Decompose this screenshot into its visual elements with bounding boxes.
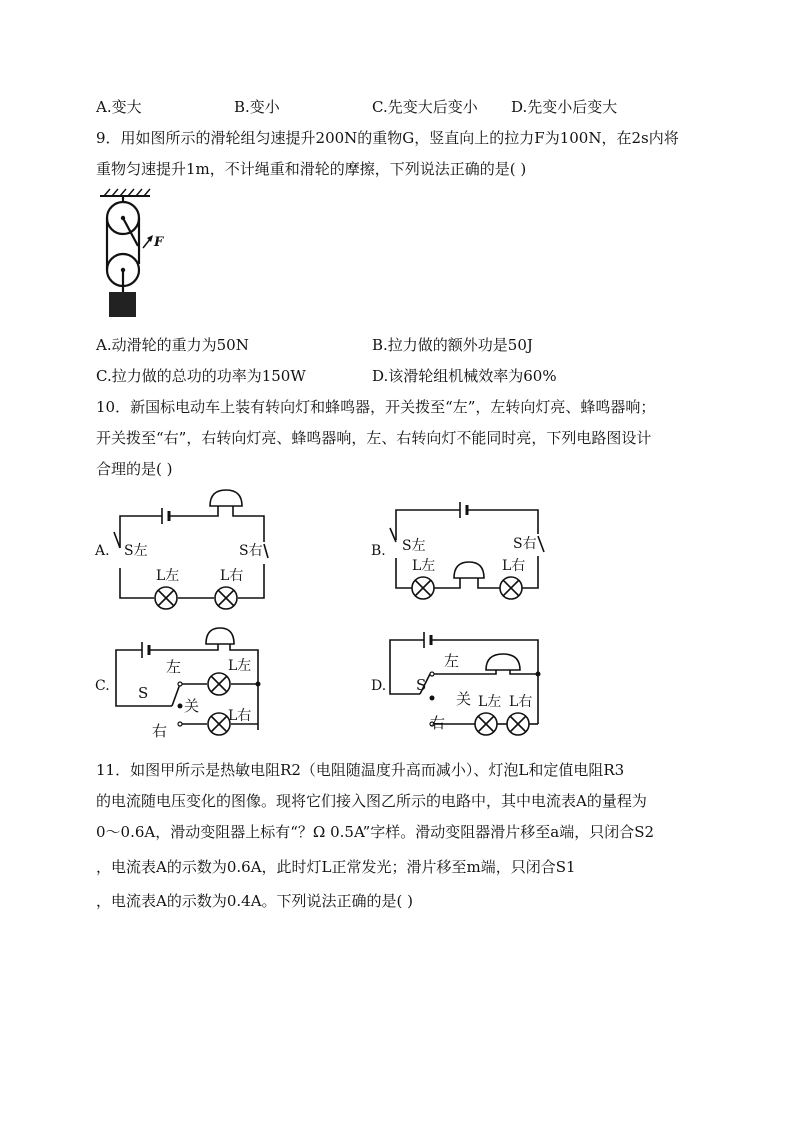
- circuit-c-off-label: 关: [184, 697, 200, 715]
- pulley-force-label: F: [154, 235, 164, 250]
- circuit-b-switch-right-label: S右: [513, 536, 537, 552]
- q9-option-a: A.动滑轮的重力为50N: [96, 336, 249, 354]
- q11-stem-line4: ，电流表A的示数为0.6A，此时灯L正常发光；滑片移至m端，只闭合S1: [96, 858, 576, 876]
- circuit-a-lamp-left-label: L左: [156, 568, 180, 584]
- pulley-figure: [96, 188, 176, 323]
- circuit-b: [368, 490, 558, 605]
- circuit-d-switch-label: S: [416, 676, 427, 694]
- q8-option-b: B.变小: [234, 98, 280, 116]
- q9-option-d: D.该滑轮组机械效率为60%: [372, 367, 557, 385]
- circuit-c-left-label: 左: [166, 658, 182, 676]
- q11-stem-line3: 0～0.6A，滑动变阻器上标有“？Ω 0.5A”字样。滑动变阻器滑片移至a端，只闭合S2: [96, 823, 655, 841]
- circuit-c-lamp-right-label: L右: [228, 708, 252, 724]
- circuit-a: [92, 488, 282, 608]
- q8-option-a: A.变大: [96, 98, 142, 116]
- q10-stem-line1: 10．新国标电动车上装有转向灯和蜂鸣器，开关拨至“左”，左转向灯亮、蜂鸣器响；: [96, 398, 656, 416]
- q9-option-b: B.拉力做的额外功是50J: [372, 336, 533, 354]
- circuit-a-label: A.: [95, 543, 110, 559]
- q11-stem-line2: 的电流随电压变化的图像。现将它们接入图乙所示的电路中，其中电流表A的量程为: [96, 792, 647, 810]
- q9-stem-line1: 9．用如图所示的滑轮组匀速提升200N的重物G，竖直向上的拉力F为100N，在2s内将: [96, 129, 679, 147]
- circuit-b-lamp-right-label: L右: [502, 558, 526, 574]
- circuit-a-switch-left-label: S左: [124, 543, 148, 559]
- q11-stem-line5: ，电流表A的示数为0.4A。下列说法正确的是( ): [96, 892, 413, 910]
- circuit-c-lamp-left-label: L左: [228, 658, 252, 674]
- circuit-a-switch-right-label: S右: [239, 543, 263, 559]
- circuit-d-lamp-left-label: L左: [478, 694, 502, 710]
- circuit-c-right-label: 右: [152, 722, 168, 740]
- q8-option-c: C.先变大后变小: [372, 98, 478, 116]
- q10-stem-line3: 合理的是( ): [96, 460, 173, 478]
- circuit-c: [92, 622, 277, 742]
- circuit-a-lamp-right-label: L右: [220, 568, 244, 584]
- q8-option-d: D.先变小后变大: [511, 98, 618, 116]
- q9-stem-line2: 重物匀速提升1m，不计绳重和滑轮的摩擦，下列说法正确的是( ): [96, 160, 527, 178]
- q10-stem-line2: 开关拨至“右”，右转向灯亮、蜂鸣器响，左、右转向灯不能同时亮，下列电路图设计: [96, 429, 652, 447]
- circuit-d-right-label: 右: [430, 714, 446, 732]
- circuit-c-switch-label: S: [138, 684, 149, 702]
- circuit-c-label: C.: [95, 678, 110, 694]
- q11-stem-line1: 11．如图甲所示是热敏电阻R2（电阻随温度升高而减小）、灯泡L和定值电阻R3: [96, 761, 625, 779]
- circuit-d-off-label: 关: [456, 690, 472, 708]
- circuit-b-lamp-left-label: L左: [412, 558, 436, 574]
- circuit-d-left-label: 左: [444, 652, 460, 670]
- circuit-d: [368, 622, 558, 742]
- circuit-b-switch-left-label: S左: [402, 538, 426, 554]
- circuit-d-lamp-right-label: L右: [509, 694, 533, 710]
- circuit-b-label: B.: [371, 543, 386, 559]
- circuit-d-label: D.: [371, 678, 387, 694]
- q9-option-c: C.拉力做的总功的功率为150W: [96, 367, 306, 385]
